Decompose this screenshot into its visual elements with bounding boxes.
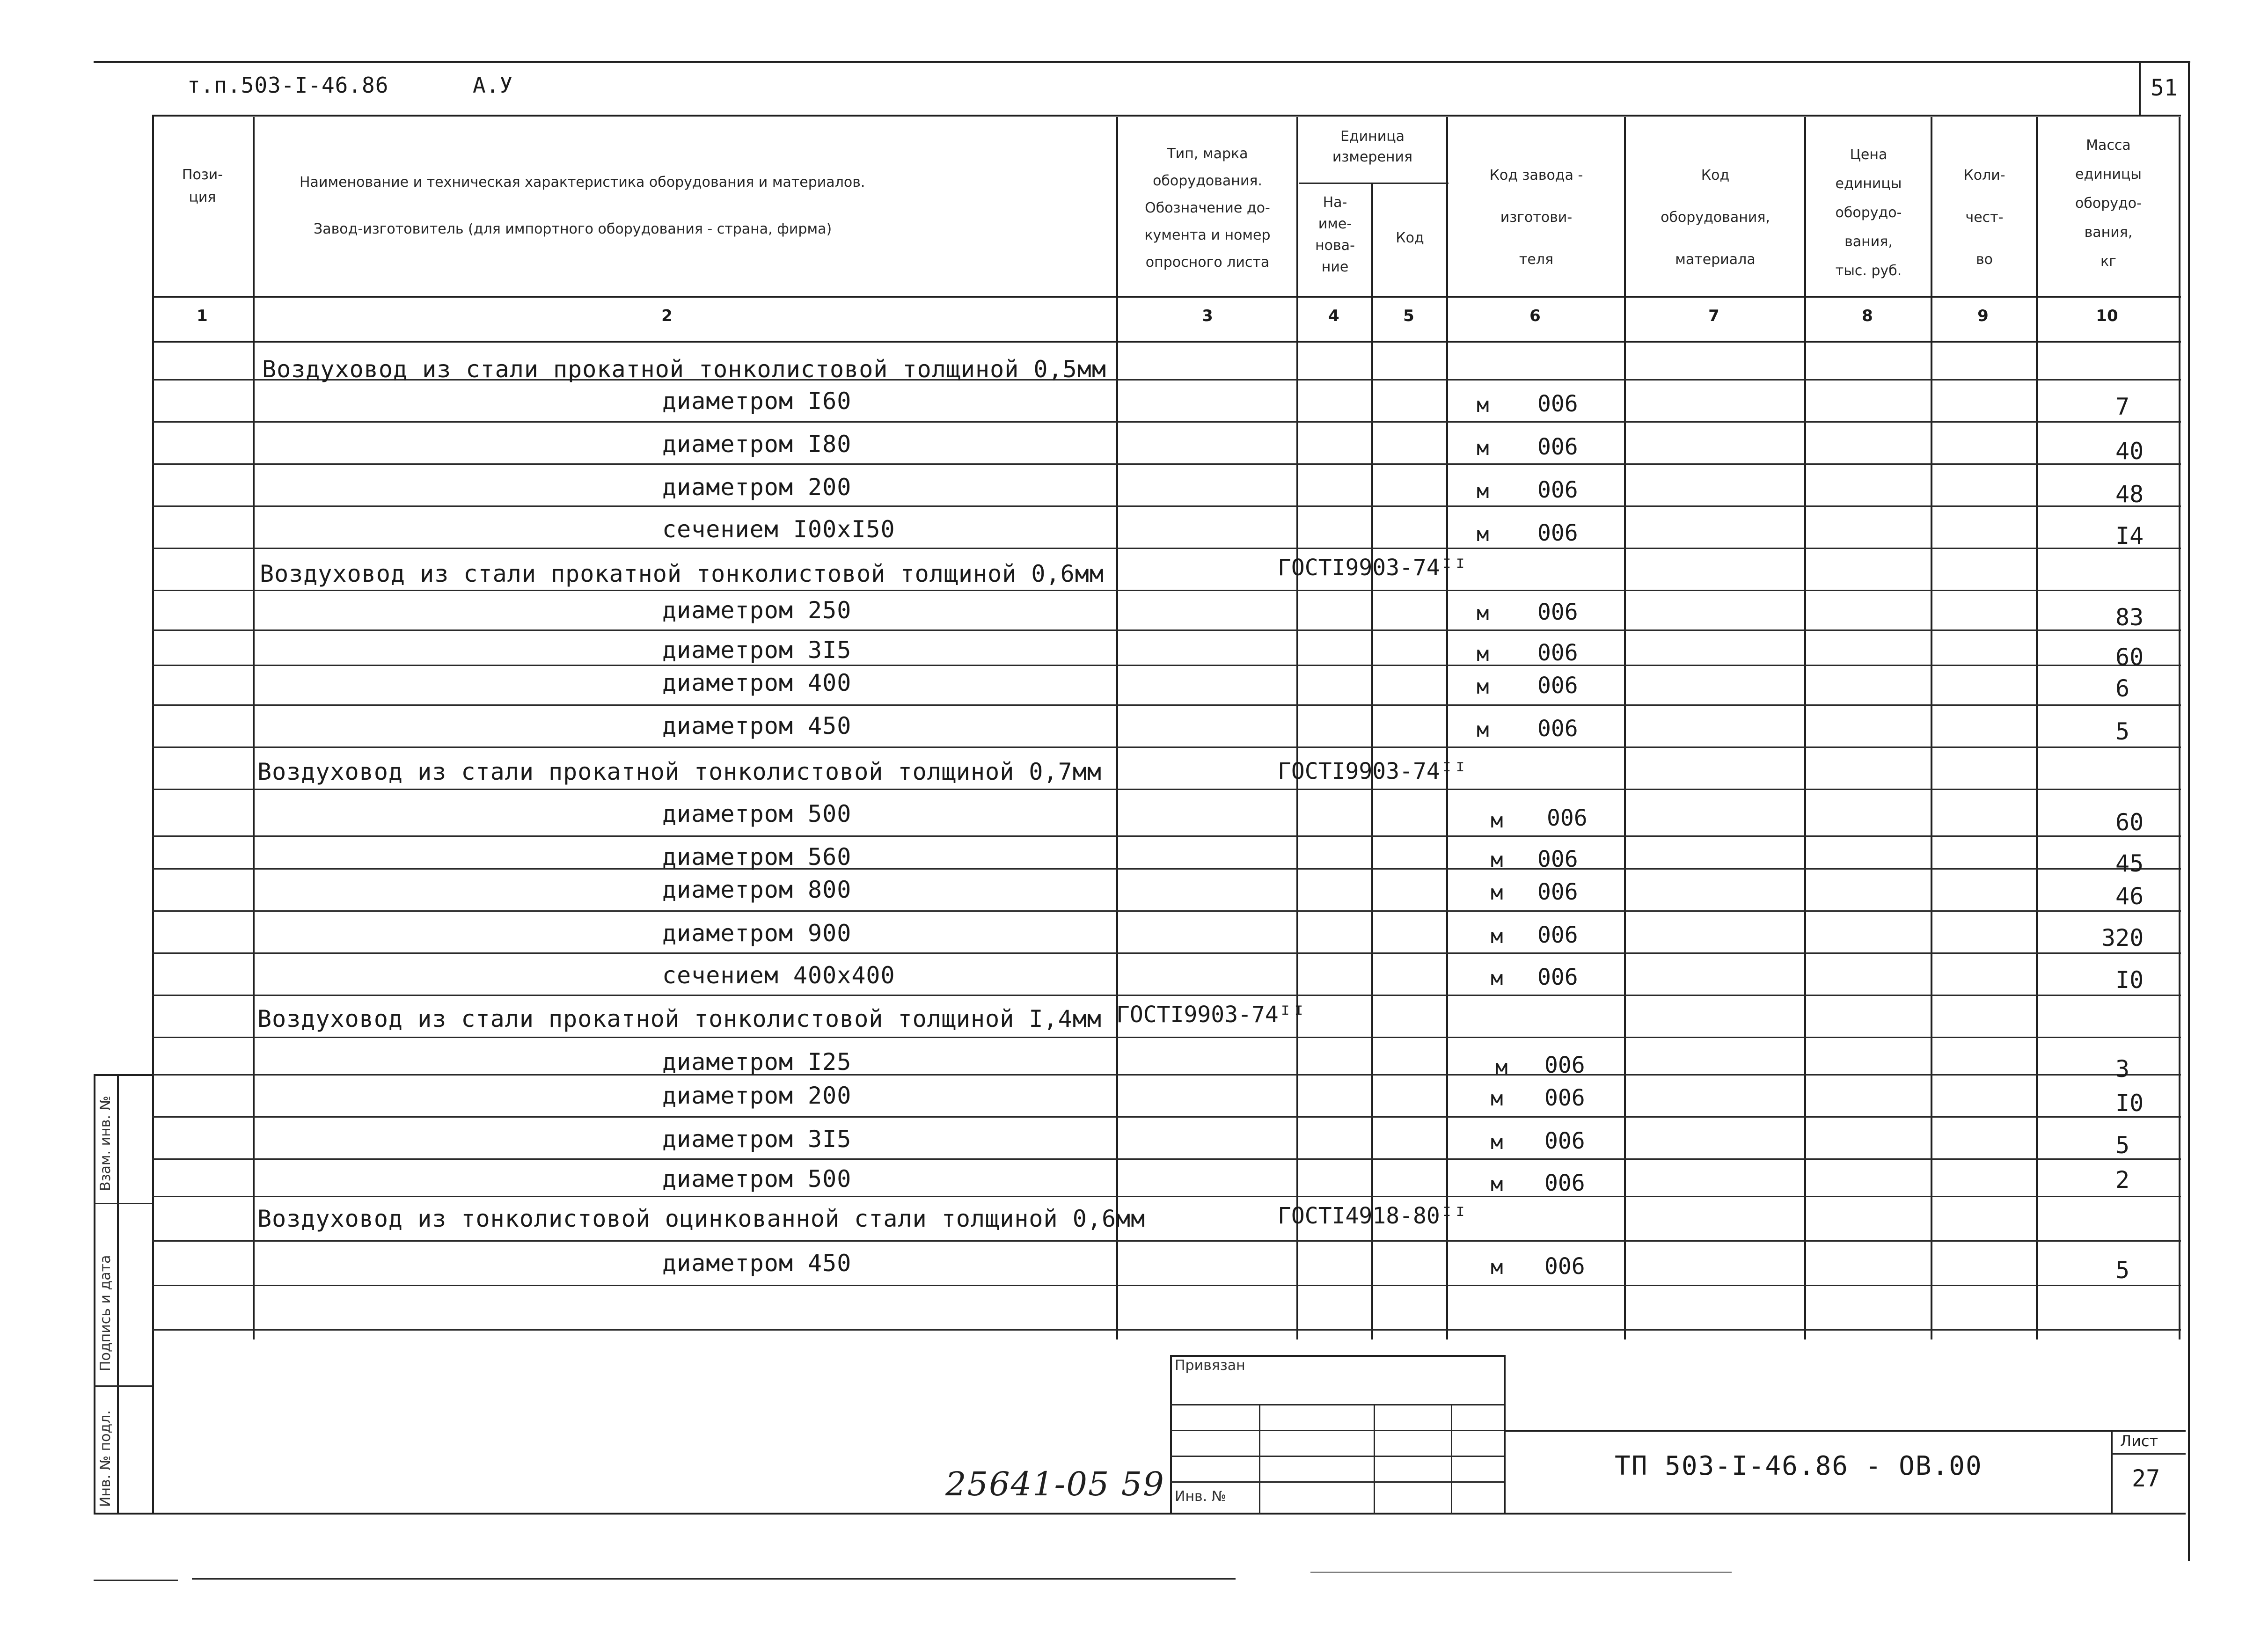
stamp-replace-inv: Взам. инв. №	[97, 1096, 114, 1191]
qty-cell: 2	[2115, 1166, 2130, 1193]
col-number: 9	[1977, 307, 1989, 325]
table-row: диаметром I25	[662, 1048, 852, 1076]
qty-cell: 60	[2115, 809, 2144, 836]
col9-header: Коли- чест- во	[1963, 167, 2005, 268]
title-block-top	[1170, 1355, 1505, 1357]
stamp-divider	[94, 1385, 152, 1387]
row-separator	[152, 952, 2181, 954]
unit-cell: м	[1477, 393, 1489, 417]
code-cell: 006	[1537, 716, 1578, 742]
unit-cell: м	[1477, 522, 1489, 546]
qty-cell: I4	[2115, 522, 2144, 549]
handwritten-inventory-number: 25641-05 59	[945, 1465, 1165, 1503]
row-separator	[152, 789, 2181, 790]
table-row: диаметром 400	[662, 669, 852, 696]
row-separator	[152, 548, 2181, 549]
sheet-label: Лист	[2120, 1432, 2158, 1450]
table-row: диаметром 800	[662, 876, 852, 903]
gost-cell: ГОСТI9903-74ᴵᴵ	[1278, 555, 1467, 581]
row-separator	[152, 835, 2181, 837]
table-row: Воздуховод из стали прокатной тонколистовой толщиной 0,7мм	[257, 758, 1102, 785]
qty-cell: 45	[2115, 850, 2144, 877]
table-row: диаметром 900	[662, 920, 852, 947]
album-label: А.У	[473, 73, 513, 98]
col6-header: Код завода - изготови- теля	[1489, 167, 1583, 268]
qty-cell: 5	[2115, 1132, 2130, 1159]
unit-cell: м	[1495, 1055, 1508, 1079]
unit-cell: м	[1477, 675, 1489, 699]
unit-cell: м	[1491, 1172, 1503, 1196]
unit-cell: м	[1477, 718, 1489, 742]
stamp-top-line	[94, 1074, 152, 1076]
col10-header: Масса единицы оборудо- вания, кг	[2075, 137, 2142, 270]
table-row: сечением I00xI50	[662, 516, 895, 543]
col8-header: Цена единицы оборудо- вания, тыс. руб.	[1835, 146, 1902, 279]
col-number: 1	[197, 307, 208, 325]
table-row: диаметром 200	[662, 474, 852, 501]
scan-mark	[94, 1580, 178, 1581]
qty-cell: 3	[2115, 1055, 2130, 1083]
frame-header-line	[152, 115, 2181, 117]
col3-header: Тип, марка оборудования. Обозначение до- кумента и номер опросного листа	[1144, 146, 1271, 271]
row-separator	[152, 1116, 2181, 1118]
col-number: 7	[1708, 307, 1719, 325]
col1-header: Пози- ция	[182, 167, 223, 205]
code-cell: 006	[1537, 922, 1578, 948]
doc-code: т.п.503-I-46.86	[187, 73, 389, 98]
qty-cell: 320	[2101, 924, 2144, 951]
row-separator	[152, 704, 2181, 706]
qty-cell: 40	[2115, 438, 2144, 465]
unit-cell: м	[1491, 848, 1503, 872]
gost-cell: ГОСТI9903-74ᴵᴵ	[1278, 758, 1467, 784]
row-separator	[152, 1037, 2181, 1038]
code-cell: 006	[1537, 391, 1578, 417]
row-separator	[152, 665, 2181, 666]
stamp-divider	[94, 1203, 152, 1204]
unit-cell: м	[1477, 436, 1489, 460]
col45-group-header: Единица измерения	[1332, 128, 1413, 165]
stamp-signature-date: Подпись и дата	[97, 1255, 114, 1371]
row-separator	[152, 1074, 2181, 1076]
code-cell: 006	[1537, 520, 1578, 546]
code-cell: 006	[1537, 434, 1578, 460]
frame-bottom-line	[94, 1513, 2186, 1515]
code-cell: 006	[1537, 477, 1578, 503]
stamp-inv-no: Инв. № подл.	[97, 1410, 114, 1507]
scan-mark	[192, 1578, 1236, 1580]
col5-header: Код	[1396, 230, 1424, 246]
attached-label: Привязан	[1175, 1357, 1245, 1374]
document-designation: ТП 503-I-46.86 - ОВ.00	[1615, 1451, 1983, 1481]
code-cell: 006	[1544, 1052, 1585, 1078]
code-cell: 006	[1544, 1170, 1585, 1196]
code-cell: 006	[1537, 846, 1578, 872]
row-separator	[152, 629, 2181, 631]
frame-right-line	[2188, 63, 2190, 1561]
code-cell: 006	[1537, 964, 1578, 990]
row-separator	[152, 910, 2181, 912]
col-number: 10	[2096, 307, 2118, 325]
code-cell: 006	[1544, 1253, 1585, 1280]
unit-cell: м	[1491, 809, 1503, 833]
row-separator	[152, 590, 2181, 591]
col-number: 2	[661, 307, 673, 325]
corner-page-number: 51	[2151, 75, 2178, 101]
table-row: диаметром I60	[662, 388, 852, 415]
unit-cell: м	[1491, 966, 1503, 990]
row-separator	[152, 1240, 2181, 1242]
sheet-box-left	[2111, 1430, 2113, 1514]
qty-cell: 5	[2115, 718, 2130, 745]
frame-top-line	[94, 61, 2190, 63]
col4-header: На- имe- нова- ние	[1315, 194, 1355, 275]
table-row: диаметром 500	[662, 800, 852, 827]
stamp-inner-line	[117, 1074, 119, 1514]
title-block-left	[1170, 1355, 1172, 1514]
unit-cell: м	[1477, 642, 1489, 666]
qty-cell: 48	[2115, 481, 2144, 508]
qty-cell: I0	[2115, 966, 2144, 994]
col-number: 3	[1202, 307, 1213, 325]
code-cell: 006	[1537, 599, 1578, 625]
code-cell: 006	[1544, 1085, 1585, 1111]
row-separator	[152, 1285, 2181, 1286]
unit-cell: м	[1491, 881, 1503, 905]
col-number: 8	[1862, 307, 1873, 325]
gost-cell: ГОСТI4918-80ᴵᴵ	[1278, 1203, 1467, 1229]
table-row: диаметром 450	[662, 712, 852, 739]
code-cell: 006	[1537, 640, 1578, 666]
col-number: 4	[1328, 307, 1339, 325]
corner-box-left	[2139, 63, 2141, 115]
qty-cell: 7	[2115, 393, 2130, 420]
row-separator	[152, 995, 2181, 996]
qty-cell: 60	[2115, 644, 2144, 671]
table-row: Воздуховод из тонколистовой оцинкованной стали толщиной 0,6мм	[257, 1205, 1146, 1232]
row-separator	[152, 1158, 2181, 1160]
unit-cell: м	[1477, 601, 1489, 625]
table-row: диаметром I80	[662, 431, 852, 458]
stamp-outer-line	[94, 1074, 95, 1514]
table-row: диаметром 560	[662, 843, 852, 871]
table-row: Воздуховод из стали прокатной тонколистовой толщиной 0,6мм	[260, 560, 1104, 587]
scan-mark	[1310, 1572, 1732, 1573]
table-row: диаметром 450	[662, 1250, 852, 1277]
code-cell: 006	[1547, 805, 1588, 831]
table-row: Воздуховод из стали прокатной тонколистовой толщиной 0,5мм	[262, 356, 1106, 383]
code-cell: 006	[1537, 879, 1578, 905]
qty-cell: 83	[2115, 604, 2144, 631]
row-separator	[152, 868, 2181, 870]
unit-cell: м	[1491, 1087, 1503, 1111]
table-row: диаметром 3I5	[662, 637, 852, 664]
qty-cell: I0	[2115, 1090, 2144, 1117]
row-separator	[152, 1196, 2181, 1197]
qty-cell: 46	[2115, 883, 2144, 910]
gost-cell: ГОСТI9903-74ᴵᴵ	[1116, 1002, 1306, 1028]
designation-top-line	[1504, 1430, 2186, 1432]
table-row: диаметром 500	[662, 1165, 852, 1193]
table-row: диаметром 250	[662, 597, 852, 624]
col-number: 6	[1529, 307, 1541, 325]
qty-cell: 6	[2115, 675, 2130, 702]
row-separator	[152, 421, 2181, 423]
sheet-number: 27	[2132, 1465, 2160, 1492]
title-block-right	[1504, 1355, 1506, 1514]
row-separator	[152, 746, 2181, 748]
code-cell: 006	[1544, 1128, 1585, 1154]
unit-cell: м	[1491, 1130, 1503, 1154]
row-separator	[152, 1329, 2181, 1331]
row-separator	[152, 505, 2181, 507]
qty-cell: 5	[2115, 1257, 2130, 1284]
code-cell: 006	[1537, 673, 1578, 699]
unit-cell: м	[1491, 924, 1503, 948]
table-row: диаметром 3I5	[662, 1126, 852, 1153]
col-number: 5	[1403, 307, 1414, 325]
unit-cell: м	[1477, 479, 1489, 503]
table-row: диаметром 200	[662, 1082, 852, 1109]
col7-header: Код оборудования, материала	[1661, 167, 1770, 268]
row-separator	[152, 463, 2181, 465]
specification-table	[152, 117, 2181, 1352]
unit-cell: м	[1491, 1255, 1503, 1279]
table-row: сечением 400x400	[662, 962, 895, 989]
col2-header: Наименование и техническая характеристика оборудования и материалов. Завод-изготовитель (для импортного оборудования - страна, фирма)	[300, 174, 865, 237]
table-row: Воздуховод из стали прокатной тонколистовой толщиной I,4мм	[257, 1005, 1102, 1032]
inv-number-label: Инв. №	[1175, 1488, 1227, 1505]
